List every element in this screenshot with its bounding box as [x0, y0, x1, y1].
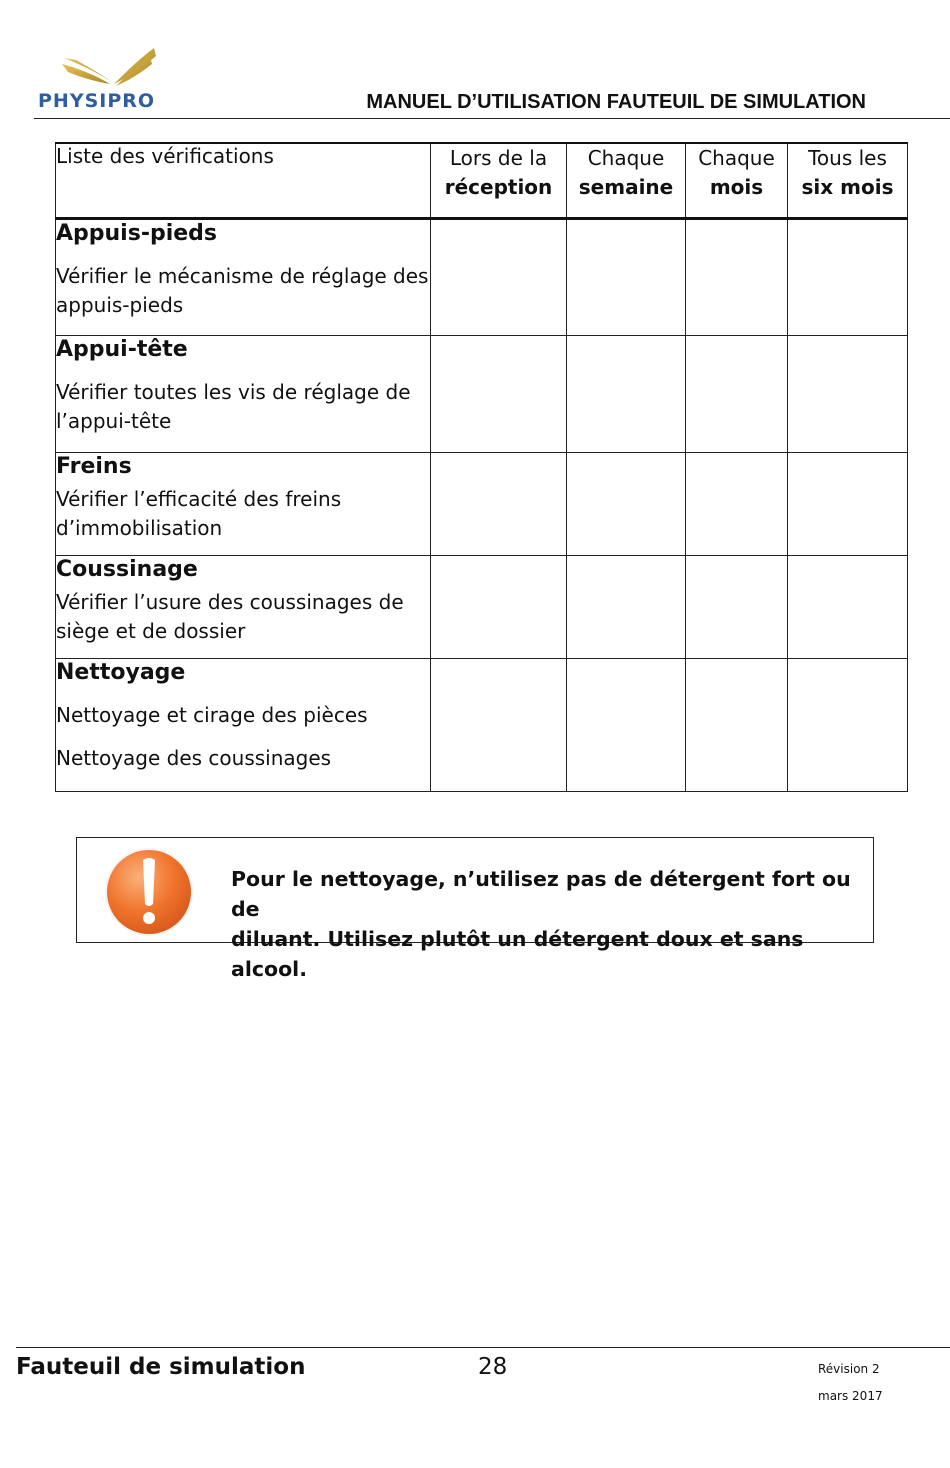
document-title: MANUEL D’UTILISATION FAUTEUIL DE SIMULATION: [366, 91, 866, 113]
check-cell: [788, 219, 908, 336]
table-row: [56, 556, 908, 659]
check-item-description: Vérifier l’efficacité des freins: [56, 487, 342, 511]
warning-notice: [76, 837, 874, 981]
check-cell: [567, 336, 686, 453]
column-header-monthly: [686, 143, 788, 219]
footer-divider: [16, 1347, 950, 1348]
check-item-description: appuis-pieds: [56, 293, 184, 317]
table-row: [56, 659, 908, 792]
column-header-list: Liste des vérifications: [56, 143, 431, 219]
check-cell: [686, 219, 788, 336]
check-cell: [431, 556, 567, 659]
logo-wordmark: PHYSIPRO: [38, 90, 156, 112]
warning-text: [231, 864, 861, 984]
column-header-line-bold: réception: [444, 175, 553, 199]
check-item-description: d’immobilisation: [56, 516, 223, 540]
check-item-cushioning: [56, 556, 431, 659]
check-cell: [686, 336, 788, 453]
check-cell: [686, 556, 788, 659]
column-header-line-bold: semaine: [578, 175, 674, 199]
page-number: 28: [478, 1354, 508, 1380]
check-cell: [788, 659, 908, 792]
warning-line: Pour le nettoyage, n’utilisez pas de détergent fort ou de: [231, 867, 851, 921]
check-item-brakes: [56, 453, 431, 556]
table-row: [56, 336, 908, 453]
check-cell: [686, 659, 788, 792]
check-cell: [567, 556, 686, 659]
table-row: [56, 219, 908, 336]
check-item-headrest: [56, 336, 431, 453]
check-item-title: Appui-tête: [56, 337, 188, 362]
column-header-reception: [431, 143, 567, 219]
column-header-weekly: [567, 143, 686, 219]
check-cell: [788, 336, 908, 453]
check-item-description: Vérifier le mécanisme de réglage des: [56, 264, 429, 288]
revision-label: Révision 2: [818, 1362, 880, 1376]
check-item-title: Coussinage: [56, 557, 198, 582]
footer-title: Fauteuil de simulation: [16, 1354, 306, 1380]
column-header-line-bold: mois: [709, 175, 764, 199]
check-item-footrests: [56, 219, 431, 336]
check-cell: [431, 219, 567, 336]
check-cell: [431, 336, 567, 453]
column-header-line: Chaque: [698, 146, 775, 170]
check-cell: [431, 659, 567, 792]
check-item-description: Vérifier toutes les vis de réglage de: [56, 380, 411, 404]
maintenance-checklist-table: [55, 142, 908, 792]
check-item-description: Vérifier l’usure des coussinages de: [56, 590, 404, 614]
column-header-line: Chaque: [587, 146, 665, 170]
check-cell: [686, 453, 788, 556]
column-header-line-bold: six mois: [801, 175, 894, 199]
check-item-description: siège et de dossier: [56, 619, 246, 643]
check-item-cleaning: [56, 659, 431, 792]
check-item-description: Nettoyage et cirage des pièces: [56, 703, 368, 727]
check-item-title: Appuis-pieds: [56, 221, 218, 246]
check-cell: [567, 453, 686, 556]
check-item-title: Nettoyage: [56, 660, 186, 685]
exclamation-warning-icon: [103, 846, 195, 938]
column-header-line: Tous les: [808, 146, 887, 170]
header-divider: [34, 118, 950, 119]
check-item-title: Freins: [56, 454, 132, 479]
check-cell: [567, 659, 686, 792]
table-row: [56, 453, 908, 556]
check-cell: [788, 556, 908, 659]
warning-line: diluant. Utilisez plutôt un détergent doux et sans alcool.: [231, 927, 804, 981]
table-header-row: [56, 143, 908, 219]
column-header-line: Lors de la: [449, 146, 548, 170]
revision-date: mars 2017: [818, 1389, 883, 1403]
check-cell: [788, 453, 908, 556]
column-header-six-months: [788, 143, 908, 219]
check-cell: [567, 219, 686, 336]
check-cell: [431, 453, 567, 556]
check-item-description: l’appui-tête: [56, 409, 172, 433]
check-item-description: Nettoyage des coussinages: [56, 746, 332, 770]
